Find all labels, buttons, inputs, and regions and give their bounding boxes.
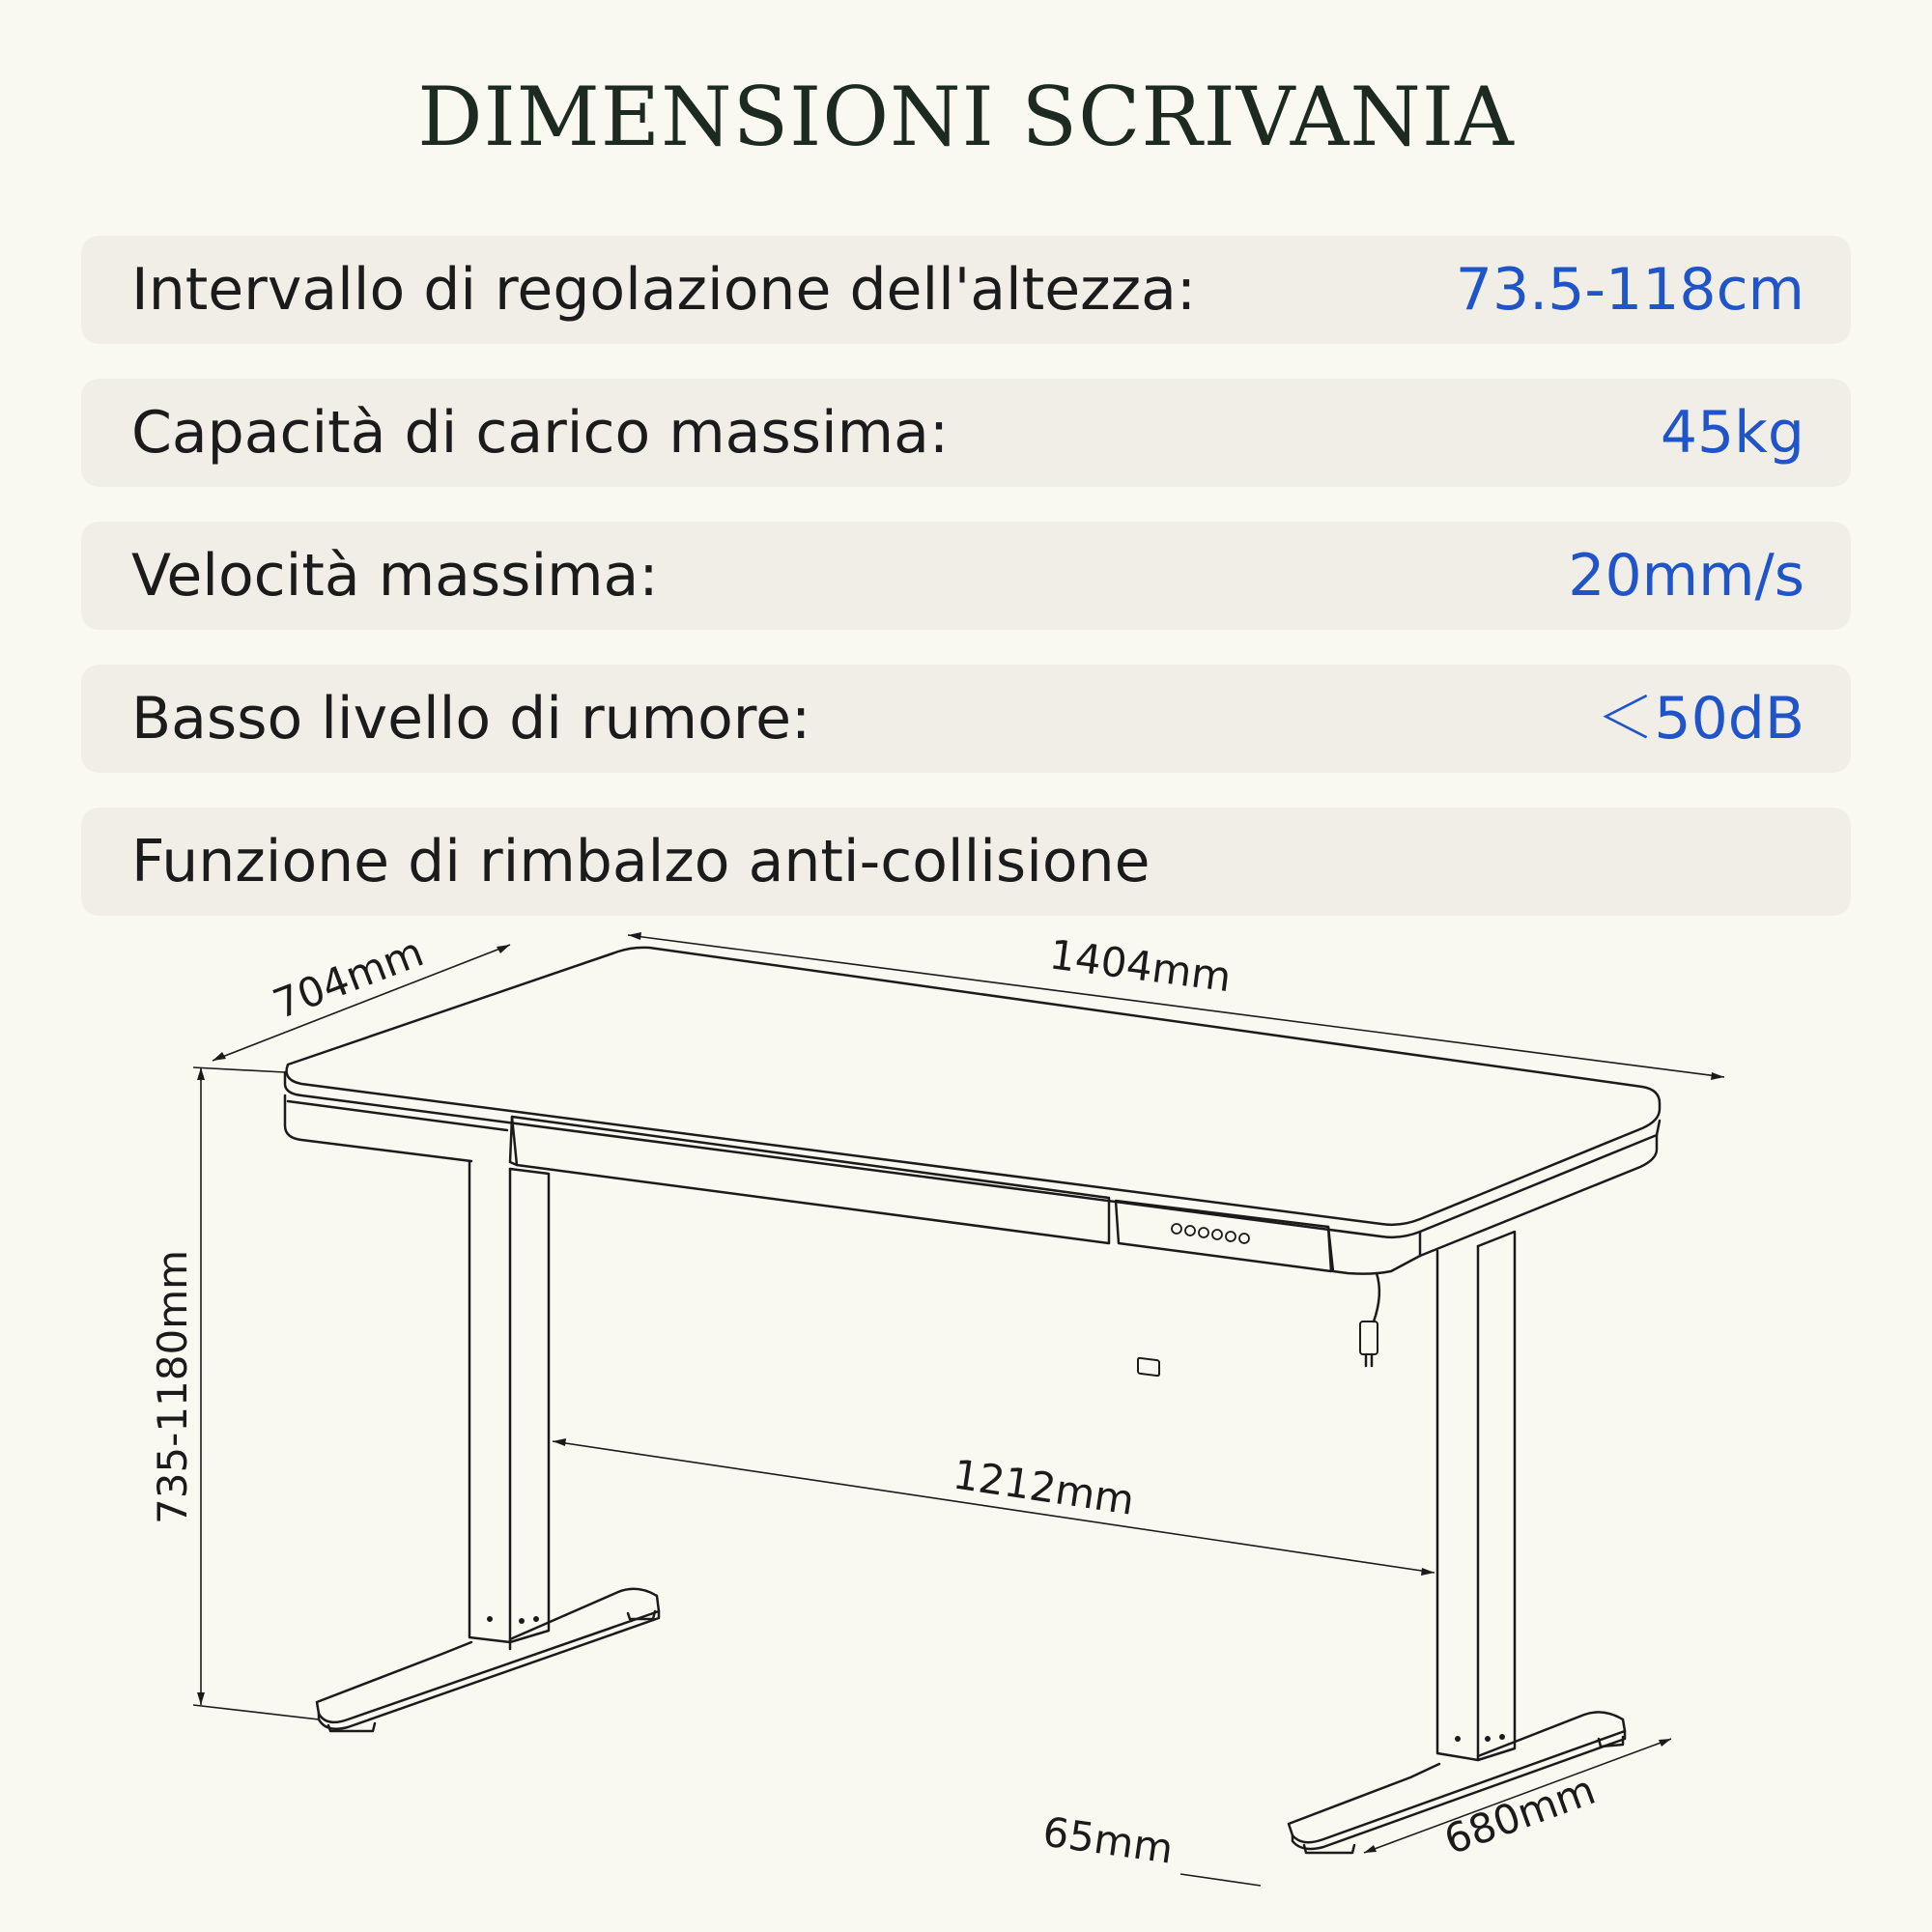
left-foot [317, 1589, 659, 1722]
width-label: 1404mm [1046, 930, 1235, 1002]
control-button-icon [1226, 1232, 1236, 1241]
control-buttons [1172, 1224, 1249, 1243]
leg-screw-holes [487, 1616, 1505, 1742]
spec-label: Capacità di carico massima: [131, 399, 950, 467]
depth-label: 704mm [267, 927, 430, 1029]
control-display [1138, 1358, 1159, 1377]
spec-label: Intervallo di regolazione dell'altezza: [131, 256, 1197, 324]
control-button-icon [1185, 1226, 1195, 1236]
page-title: DIMENSIONI SCRIVANIA [417, 70, 1515, 164]
desktop-front-edge [285, 1072, 1660, 1237]
control-button-icon [1239, 1234, 1249, 1243]
spec-value: ＜50dB [1596, 685, 1804, 753]
foot-height-label: 65mm [1039, 1807, 1177, 1873]
control-button-icon [1199, 1228, 1208, 1237]
spec-value: 20mm/s [1568, 542, 1804, 610]
foot-length-label: 680mm [1437, 1765, 1602, 1864]
spec-label: Basso livello di rumore: [131, 685, 811, 753]
foot-height-dimension-line [1180, 1874, 1261, 1886]
leg-span-label: 1212mm [950, 1450, 1138, 1524]
spec-label: Velocità massima: [131, 542, 659, 610]
control-button-icon [1212, 1230, 1222, 1239]
left-foot-glide-back [328, 1723, 375, 1731]
spec-value: 73.5-118cm [1455, 256, 1804, 324]
control-button-icon [1172, 1224, 1181, 1234]
spec-label: Funzione di rimbalzo anti-collisione [131, 828, 1151, 895]
power-cable [1374, 1273, 1379, 1321]
spec-value: 45kg [1660, 399, 1804, 467]
left-leg [469, 1161, 510, 1642]
height-label: 735-1180mm [149, 1249, 196, 1524]
control-panel [1116, 1201, 1331, 1271]
right-leg [1437, 1246, 1478, 1760]
power-plug-icon [1360, 1321, 1378, 1354]
